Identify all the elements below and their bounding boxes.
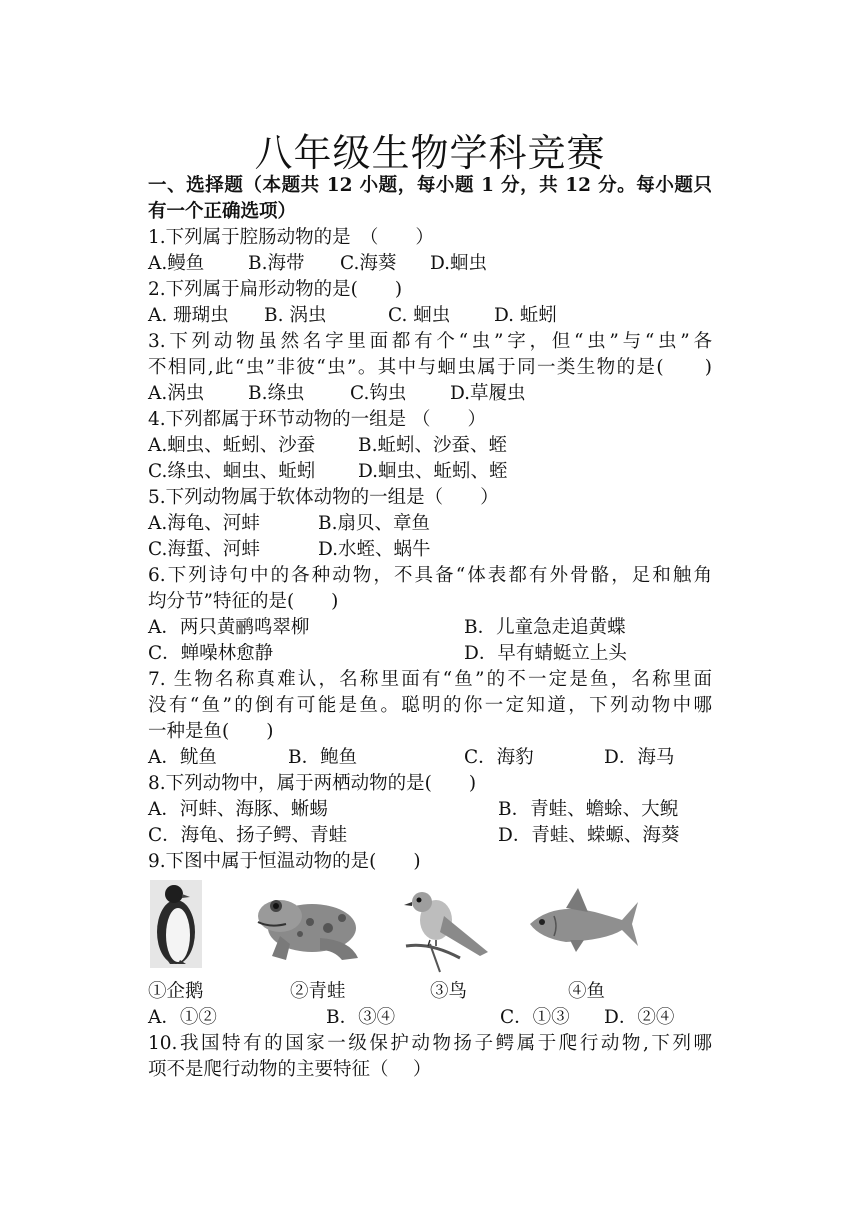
option-d: D．早有蜻蜓立上头 <box>464 643 627 664</box>
option-c: C. 蛔虫 <box>388 305 451 326</box>
option-a: A．河蚌、海豚、蜥蜴 <box>148 799 328 820</box>
question-1-stem: 1.下列属于腔肠动物的是 （ ） <box>148 227 434 248</box>
frog-picture <box>250 888 368 970</box>
section-heading-line2: 有一个正确选项） <box>148 201 297 222</box>
option-a: A．①② <box>148 1007 217 1028</box>
option-b: B.蚯蚓、沙蚕、蛭 <box>358 435 507 456</box>
option-b: B．③④ <box>326 1007 396 1028</box>
option-d: D．②④ <box>604 1007 675 1028</box>
question-5-stem: 5.下列动物属于软体动物的一组是（ ） <box>148 487 499 508</box>
question-7-stem-line1: 7. 生物名称真难认，名称里面有“鱼”的不一定是鱼，名称里面 <box>148 669 712 690</box>
section-heading-line1: 一、选择题（本题共 12 小题，每小题 1 分，共 12 分。每小题只 <box>148 175 712 196</box>
fish-picture <box>526 886 640 956</box>
option-b: B.绦虫 <box>248 383 305 404</box>
option-b: B.海带 <box>248 253 305 274</box>
page-title: 八年级生物学科竞赛 <box>254 131 606 175</box>
option-c: C．蝉噪林愈静 <box>148 643 274 664</box>
option-c: C.海蜇、河蚌 <box>148 539 260 560</box>
option-c: C．海龟、扬子鳄、青蛙 <box>148 825 348 846</box>
option-a: A．两只黄鹂鸣翠柳 <box>148 617 310 638</box>
figure-label-bird: ③鸟 <box>430 981 468 1002</box>
option-d: D.蛔虫、蚯蚓、蛭 <box>358 461 508 482</box>
question-8-stem: 8.下列动物中，属于两栖动物的是( ) <box>148 773 477 794</box>
figure-label-frog: ②青蛙 <box>290 981 346 1002</box>
bird-picture <box>400 886 492 974</box>
option-b: B．儿童急走追黄蝶 <box>464 617 626 638</box>
figure-label-fish: ④鱼 <box>568 981 606 1002</box>
option-b: B.扇贝、章鱼 <box>318 513 430 534</box>
question-7-stem-line3: 一种是鱼( ) <box>148 721 274 742</box>
question-10-stem-line1: 10.我国特有的国家一级保护动物扬子鳄属于爬行动物,下列哪 <box>148 1033 712 1054</box>
option-a: A．鱿鱼 <box>148 747 217 768</box>
question-10-stem-line2: 项不是爬行动物的主要特征（ ） <box>148 1059 432 1080</box>
option-a: A. 珊瑚虫 <box>148 305 229 326</box>
option-c: C．海豹 <box>464 747 534 768</box>
question-6-stem-line2: 均分节”特征的是( ) <box>148 591 339 612</box>
option-c: C.钩虫 <box>350 383 407 404</box>
option-b: B. 涡虫 <box>264 305 327 326</box>
option-b: B．鲍鱼 <box>288 747 358 768</box>
option-d: D.草履虫 <box>450 383 526 404</box>
option-d: D.蛔虫 <box>430 253 488 274</box>
penguin-picture <box>150 880 202 968</box>
option-a: A.海龟、河蚌 <box>148 513 260 534</box>
option-d: D．海马 <box>604 747 675 768</box>
option-a: A.涡虫 <box>148 383 205 404</box>
question-3-stem-line2: 不相同,此“虫”非彼“虫”。其中与蛔虫属于同一类生物的是( ) <box>148 357 712 378</box>
option-d: D.水蛭、蜗牛 <box>318 539 431 560</box>
option-c: C．①③ <box>500 1007 570 1028</box>
option-c: C.海葵 <box>340 253 397 274</box>
question-4-stem: 4.下列都属于环节动物的一组是 （ ） <box>148 409 487 430</box>
option-a: A.蛔虫、蚯蚓、沙蚕 <box>148 435 316 456</box>
option-d: D．青蛙、蝾螈、海葵 <box>498 825 680 846</box>
option-d: D. 蚯蚓 <box>494 305 557 326</box>
option-b: B．青蛙、蟾蜍、大鲵 <box>498 799 679 820</box>
figure-label-penguin: ①企鹅 <box>148 981 204 1002</box>
question-7-stem-line2: 没有“鱼”的倒有可能是鱼。聪明的你一定知道，下列动物中哪 <box>148 695 712 716</box>
question-3-stem-line1: 3.下列动物虽然名字里面都有个“虫”字，但“虫”与“虫”各 <box>148 331 712 352</box>
question-9-stem: 9.下图中属于恒温动物的是( ) <box>148 851 421 872</box>
option-c: C.绦虫、蛔虫、蚯蚓 <box>148 461 316 482</box>
option-a: A.鳗鱼 <box>148 253 205 274</box>
question-2-stem: 2.下列属于扁形动物的是( ) <box>148 279 403 300</box>
question-6-stem-line1: 6.下列诗句中的各种动物，不具备“体表都有外骨骼，足和触角 <box>148 565 712 586</box>
